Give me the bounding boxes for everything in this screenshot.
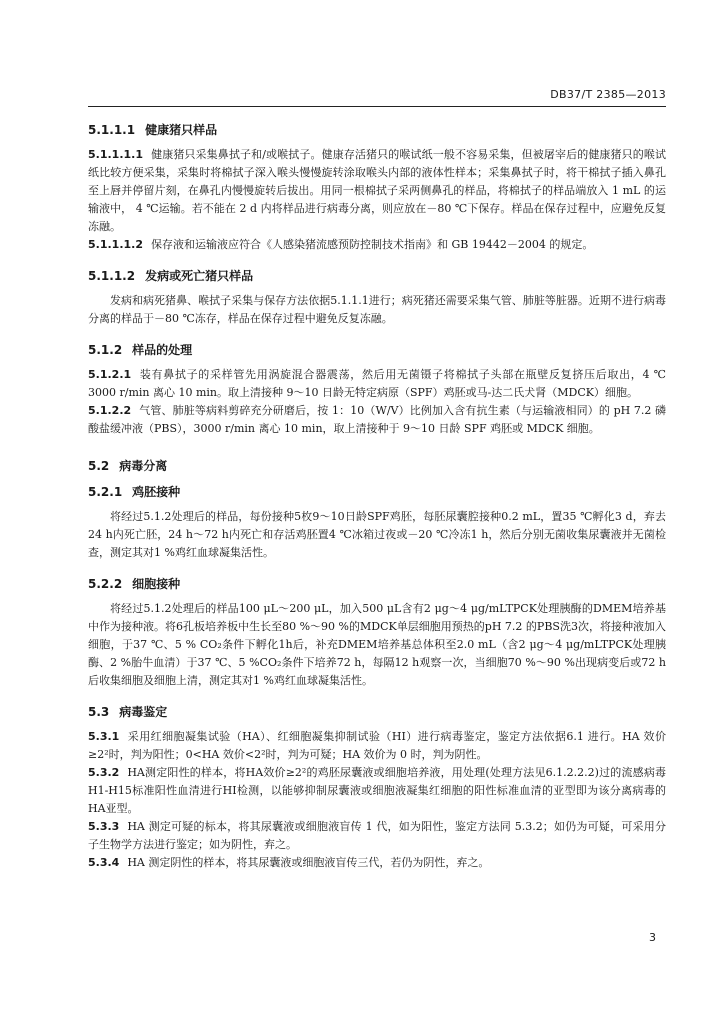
heading-number: 5.1.1.2	[88, 269, 136, 283]
paragraph-5-2-2: 将经过5.1.2处理后的样品100 μL～200 μL，加入500 μL含有2 μg～4 μg/mLTPCK处理胰酶的DMEM培养基中作为接种液。将6孔板培养板中生长至80 %～90 %的MDCK单层细胞用预热的pH 7.2 的PBS洗3次，将接种液加入细胞，于37 ℃、5 % CO₂条件下孵化1h后，补充DMEM培养基总体积至2.0 mL（含2 μg～4 μg/mLTPCK处理胰酶、2 %胎牛血清）于37 ℃、5 %CO₂条件下培养72 h，每隔12 h观察一次，当细胞70 %～90 %出现病变后或72 h后收集细胞及细胞上清，测定其对1 %鸡红血球凝集活性。	[88, 602, 666, 687]
heading-title: 健康猪只样品	[145, 123, 218, 137]
clause-5-3-2	[88, 764, 666, 818]
heading-title: 细胞接种	[132, 577, 181, 591]
heading-number: 5.2.1	[88, 485, 123, 499]
paragraph-5-1-1-2: 发病和病死猪鼻、喉拭子采集与保存方法依据5.1.1.1进行；病死猪还需要采集气管、肺脏等脏器。近期不进行病毒分离的样品于－80 ℃冻存，样品在保存过程中避免反复冻融。	[88, 294, 666, 325]
clause-text: 气管、肺脏等病料剪碎充分研磨后，按 1：10（W/V）比例加入含有抗生素（与运输液相同）的 pH 7.2 磷酸盐缓冲液（PBS），3000 r/min 离心 10 min，取上清接种于 9～10 日龄 SPF 鸡胚或 MDCK 细胞。	[88, 404, 666, 435]
clause-text: 保存液和运输液应符合《人感染猪流感预防控制技术指南》和 GB 19442－2004 的规定。	[150, 238, 594, 251]
heading-number: 5.1.2	[88, 343, 123, 357]
clause-5-3-1	[88, 728, 666, 764]
clause-5-3-3	[88, 818, 666, 854]
heading-number: 5.1.1.1	[88, 123, 136, 137]
clause-number: 5.1.1.1.2	[88, 238, 143, 251]
clause-5-3-4	[88, 854, 666, 872]
heading-5-2-1	[88, 482, 666, 502]
clause-5-1-1-1-1	[88, 146, 666, 236]
clause-number: 5.3.2	[88, 766, 120, 779]
heading-title: 病毒分离	[119, 459, 168, 473]
clause-number: 5.1.2.2	[88, 404, 132, 417]
clause-number: 5.3.1	[88, 730, 120, 743]
heading-5-1-2	[88, 340, 666, 360]
heading-5-1-1-1	[88, 120, 666, 140]
clause-number: 5.3.3	[88, 820, 120, 833]
paragraph-5-2-1: 将经过5.1.2处理后的样品，每份接种5枚9～10日龄SPF鸡胚，每胚尿囊腔接种0.2 mL，置35 ℃孵化3 d，弃去24 h内死亡胚，24 h～72 h内死亡和存活鸡胚置4 ℃冰箱过夜或－20 ℃冷冻1 h，然后分别无菌收集尿囊液并无菌检查，测定其对1 %鸡红血球凝集活性。	[88, 510, 666, 559]
page-content	[88, 120, 666, 872]
heading-5-1-1-2	[88, 266, 666, 286]
clause-number: 5.3.4	[88, 856, 120, 869]
document-id: DB37/T 2385—2013	[550, 88, 666, 101]
heading-number: 5.2	[88, 459, 110, 473]
clause-text: 装有鼻拭子的采样管先用涡旋混合器震荡，然后用无菌镊子将棉拭子头部在瓶壁反复挤压后取出，4 ℃ 3000 r/min 离心 10 min。取上清接种 9～10 日龄无特定病原（SPF）鸡胚或马-达二氏犬肾（MDCK）细胞。	[88, 368, 666, 399]
clause-number: 5.1.1.1.1	[88, 148, 143, 161]
header-rule	[88, 106, 666, 107]
heading-title: 鸡胚接种	[132, 485, 181, 499]
clause-text: HA 测定可疑的标本，将其尿囊液或细胞液盲传 1 代，如为阳性，鉴定方法同 5.3.2；如仍为可疑，可采用分子生物学方法进行鉴定；如为阴性，弃之。	[88, 820, 666, 851]
clause-text: 采用红细胞凝集试验（HA）、红细胞凝集抑制试验（HI）进行病毒鉴定，鉴定方法依据6.1 进行。HA 效价≥2²时，判为阳性；0<HA 效价<2²时，判为可疑；HA 效价为 0 时，判为阴性。	[88, 730, 666, 761]
clause-5-1-1-1-2	[88, 236, 666, 254]
clause-text: 健康猪只采集鼻拭子和/或喉拭子。健康存活猪只的喉试纸一般不容易采集，但被屠宰后的健康猪只的喉试纸比较方便采集，采集时将棉拭子深入喉头慢慢旋转涂取喉头内部的液体性样本；采集鼻拭子时，将干棉拭子插入鼻孔至上唇并停留片刻，在鼻孔内慢慢旋转后拔出。用同一根棉拭子采两侧鼻孔的样品，将棉拭子的样品端放入 1 mL 的运输液中， 4 ℃运输。若不能在 2 d 内将样品进行病毒分离，则应放在－80 ℃下保存。样品在保存过程中，应避免反复冻融。	[88, 148, 666, 233]
clause-5-1-2-2	[88, 402, 666, 438]
heading-5-3	[88, 702, 666, 722]
clause-text: HA测定阳性的样本，将HA效价≥2²的鸡胚尿囊液或细胞培养液，用处理(处理方法见6.1.2.2.2)过的流感病毒H1-H15标准阳性血清进行HI检测，以能够抑制尿囊液或细胞液凝集红细胞的阳性标准血清的亚型即为该分离病毒的HA亚型。	[88, 766, 666, 815]
heading-number: 5.3	[88, 705, 110, 719]
page-number: 3	[649, 931, 656, 944]
heading-title: 发病或死亡猪只样品	[145, 269, 254, 283]
clause-text: HA 测定阴性的样本，将其尿囊液或细胞液盲传三代，若仍为阴性，弃之。	[127, 856, 490, 869]
heading-number: 5.2.2	[88, 577, 123, 591]
heading-5-2-2	[88, 574, 666, 594]
clause-5-1-2-1	[88, 366, 666, 402]
heading-5-2	[88, 456, 666, 476]
heading-title: 病毒鉴定	[119, 705, 168, 719]
clause-number: 5.1.2.1	[88, 368, 132, 381]
heading-title: 样品的处理	[132, 343, 193, 357]
